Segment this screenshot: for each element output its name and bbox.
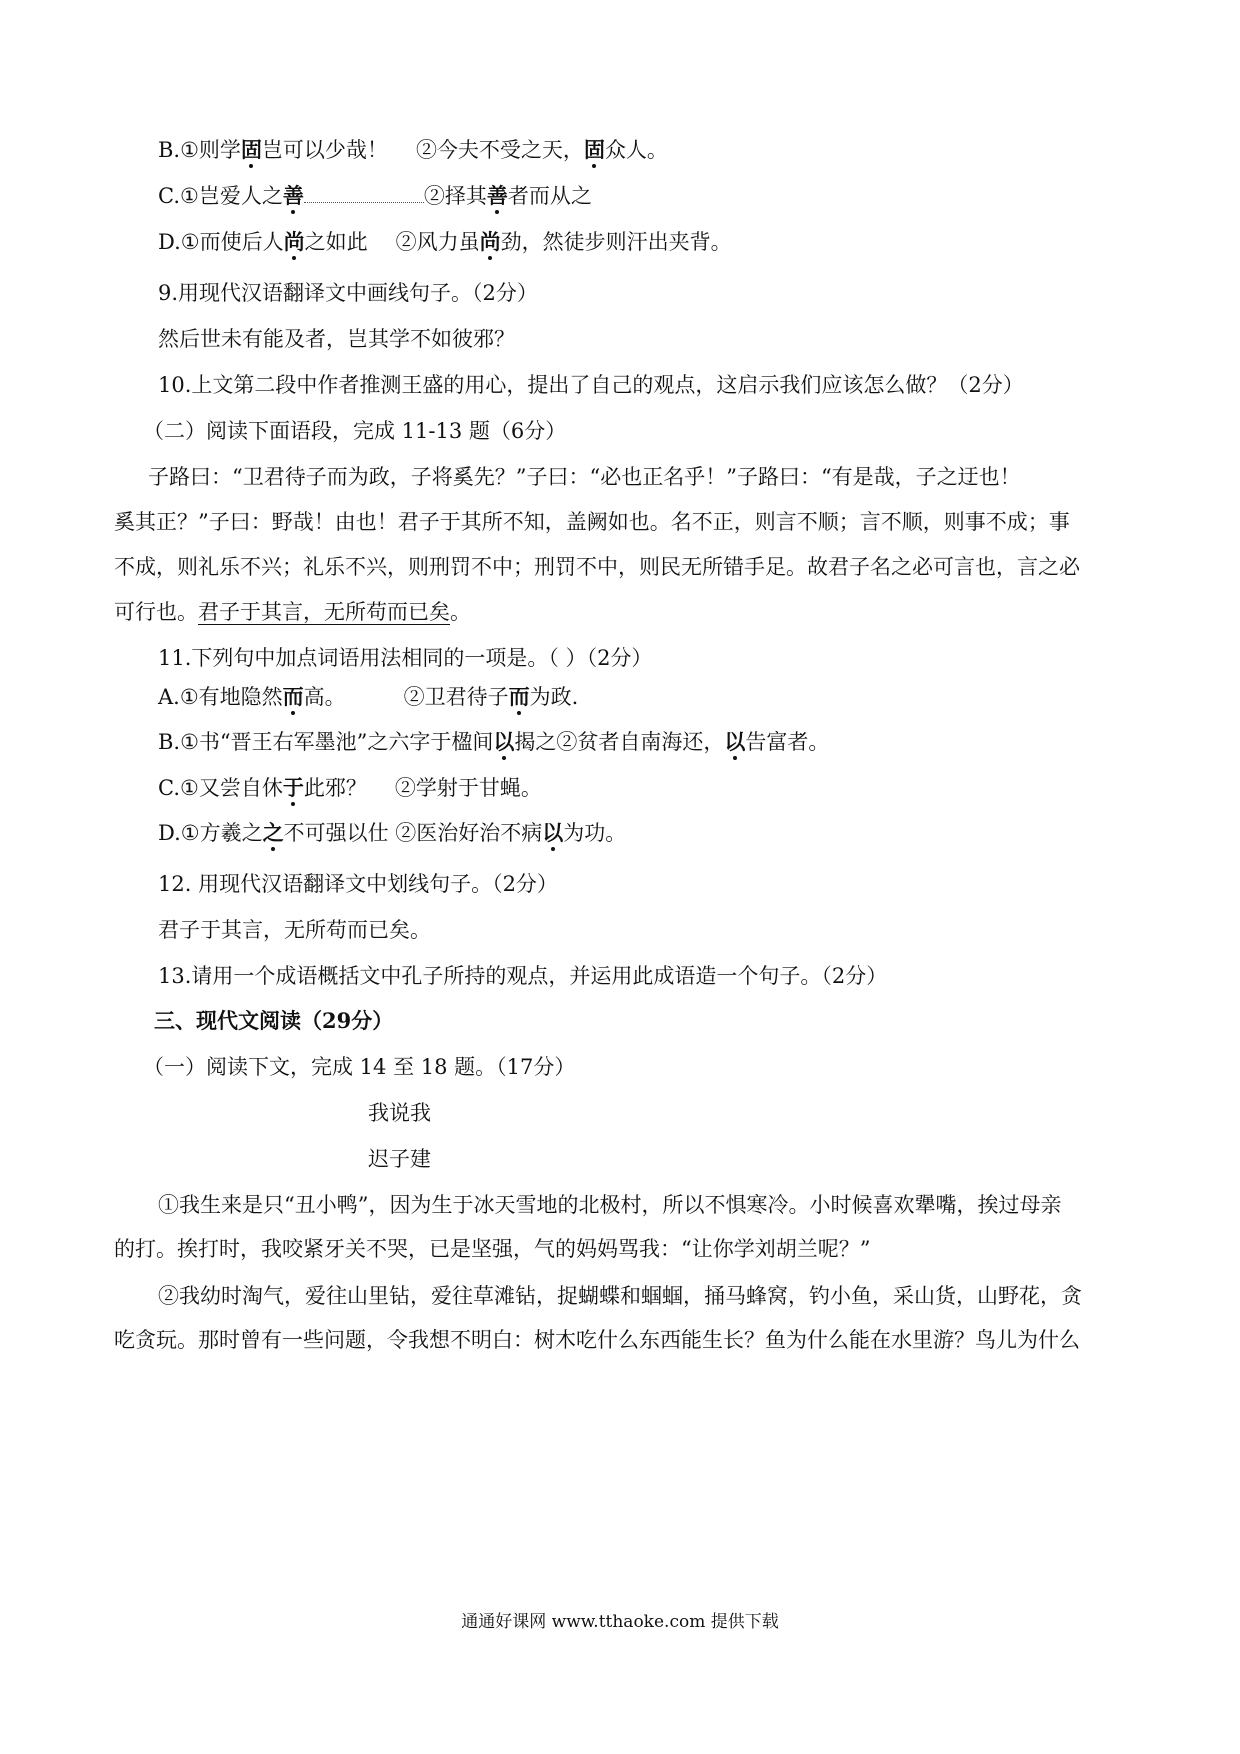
emphasis-char: 于 (282, 775, 304, 800)
q9-sentence: 然后世未有能及者，岂其学不如彼邪？ (158, 327, 515, 351)
q11-option-d: D.①方羲之之不可强以仕 ②医治好治不病以为功。 (158, 820, 627, 845)
emphasis-char: 以 (724, 729, 746, 754)
emphasis-char: 固 (583, 137, 605, 162)
article-p1-line-2: 的打。挨打时，我咬紧牙关不哭，已是坚强，气的妈妈骂我：“让你学刘胡兰呢？” (114, 1237, 871, 1261)
section-2-heading: （二）阅读下面语段，完成 11-13 题（6分） (143, 419, 567, 443)
emphasis-char: 以 (542, 820, 564, 845)
q8-option-d: D.①而使后人尚之如此 ②风力虽尚劲，然徒步则汗出夹背。 (158, 229, 732, 254)
q11-option-a: A.①有地隐然而高。 ②卫君待子而为政. (158, 684, 579, 709)
passage-line-1: 子路曰：“卫君待子而为政，子将奚先？”子曰：“必也正名乎！”子路曰：“有是哉，子之迂也！ (148, 465, 1021, 489)
q9-question: 9.用现代汉语翻译文中画线句子。（2分） (158, 281, 538, 305)
q10-question: 10.上文第二段中作者推测王盛的用心，提出了自己的观点，这启示我们应该怎么做？（2分） (158, 373, 1024, 397)
emphasis-char: 善 (486, 183, 508, 208)
section-1-heading: （一）阅读下文，完成 14 至 18 题。（17分） (143, 1055, 576, 1079)
passage-line-4: 可行也。君子于其言，无所苟而已矣。 (114, 600, 471, 624)
article-p2-line-2: 吃贪玩。那时曾有一些问题，令我想不明白：树木吃什么东西能生长？鱼为什么能在水里游？鸟儿为什么 (114, 1328, 1080, 1352)
q11-question: 11.下列句中加点词语用法相同的一项是。（ ）（2分） (158, 646, 653, 670)
q11-option-c: C.①又尝自休于此邪？ ②学射于甘蝇。 (158, 775, 542, 800)
q12-question: 12. 用现代汉语翻译文中划线句子。（2分） (158, 872, 558, 896)
q8-option-b: B.①则学固岂可以少哉！ ②今夫不受之天，固众人。 (158, 137, 668, 162)
q12-sentence: 君子于其言，无所苟而已矣。 (158, 918, 431, 942)
page-footer: 通通好课网 www.tthaoke.com 提供下载 (461, 1612, 779, 1632)
underlined-sentence: 君子于其言，无所苟而已矣 (198, 600, 450, 624)
dotted-leader (304, 184, 424, 203)
emphasis-char: 善 (282, 183, 304, 208)
emphasis-char: 以 (493, 729, 515, 754)
emphasis-char: 而 (282, 684, 304, 709)
emphasis-char: 之 (262, 820, 284, 845)
q11-option-b: B.①书“晋王右军墨池”之六字于楹间以揭之②贫者自南海还，以告富者。 (158, 729, 830, 754)
emphasis-char: 尚 (479, 229, 501, 254)
article-title: 我说我 (368, 1101, 431, 1125)
part-3-heading: 三、现代文阅读（29分） (154, 1008, 394, 1033)
article-author: 迟子建 (368, 1147, 431, 1171)
emphasis-char: 尚 (283, 229, 305, 254)
passage-line-3: 不成，则礼乐不兴；礼乐不兴，则刑罚不中；刑罚不中，则民无所错手足。故君子名之必可言也，言之必 (114, 555, 1080, 579)
article-p1-line-1: ①我生来是只“丑小鸭”，因为生于冰天雪地的北极村，所以不惧寒冷。小时候喜欢犟嘴，挨过母亲 (158, 1193, 1062, 1217)
q8-option-c: C.①岂爱人之善 ②择其善者而从之 (158, 183, 592, 208)
article-p2-line-1: ②我幼时淘气，爱往山里钻，爱往草滩钻，捉蝴蝶和蝈蝈，捅马蜂窝，钓小鱼，采山货，山野花，贪 (158, 1284, 1082, 1308)
q13-question: 13.请用一个成语概括文中孔子所持的观点，并运用此成语造一个句子。（2分） (158, 964, 888, 988)
passage-line-2: 奚其正？”子曰：野哉！由也！君子于其所不知，盖阙如也。名不正，则言不顺；言不顺，则事不成；事 (114, 510, 1070, 534)
emphasis-char: 而 (508, 684, 530, 709)
emphasis-char: 固 (240, 137, 262, 162)
